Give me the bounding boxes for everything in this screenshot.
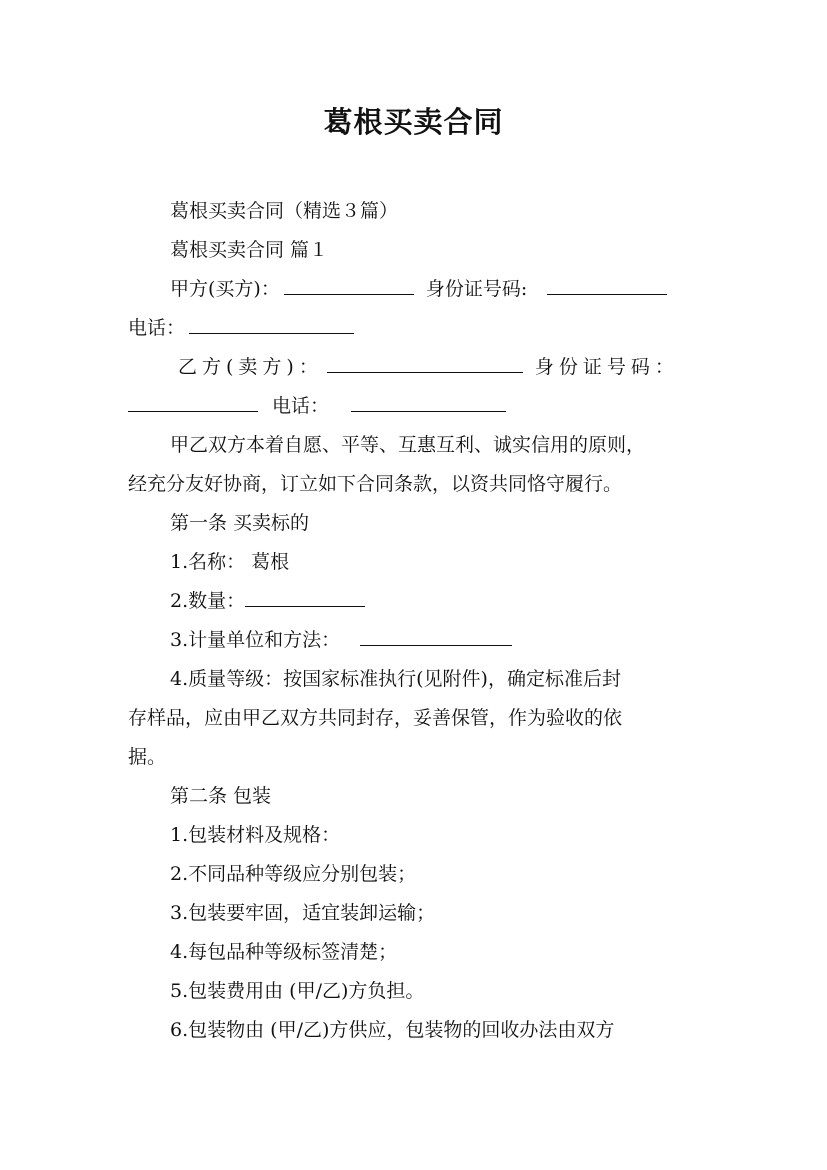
article-1-item-3 xyxy=(170,627,750,653)
unit-method-label: 3.计量单位和方法： xyxy=(170,629,341,651)
article-2-heading: 第二条 包装 xyxy=(170,785,272,807)
quantity-label: 2.数量： xyxy=(170,590,246,612)
party-b-id-label: 身份证号码： xyxy=(534,356,679,378)
paragraph-intro-2: 经充分友好协商，订立如下合同条款，以资共同恪守履行。 xyxy=(128,473,623,495)
party-a-id-blank[interactable] xyxy=(547,276,667,295)
article-1-heading: 第一条 买卖标的 xyxy=(170,512,310,534)
party-a-phone-line xyxy=(128,315,708,341)
article-2-item-1: 1.包装材料及规格： xyxy=(170,824,341,846)
article-2-item-5: 5.包装费用由 (甲/乙)方负担。 xyxy=(170,980,425,1002)
party-a-line xyxy=(170,276,750,302)
party-b-name-blank[interactable] xyxy=(327,354,523,373)
party-b-phone-blank[interactable] xyxy=(351,393,506,412)
article-2-item-6: 6.包装物由 (甲/乙)方供应，包装物的回收办法由双方 xyxy=(170,1019,615,1041)
party-b-line xyxy=(178,354,758,380)
party-a-name-blank[interactable] xyxy=(284,276,414,295)
party-a-phone-label: 电话： xyxy=(128,317,186,339)
article-2-item-4: 4.每包品种等级标签清楚； xyxy=(170,941,398,963)
party-a-phone-blank[interactable] xyxy=(189,315,354,334)
paragraph-intro-1: 甲乙双方本着自愿、平等、互惠互利、诚实信用的原则， xyxy=(170,434,646,456)
quantity-blank[interactable] xyxy=(245,588,365,607)
party-a-label: 甲方(买方)： xyxy=(170,278,280,300)
party-b-phone-line xyxy=(128,393,708,419)
party-a-id-label: 身份证号码: xyxy=(425,278,528,300)
article-1-item-2 xyxy=(170,588,750,614)
party-b-id-blank[interactable] xyxy=(128,393,258,412)
article-1-item-4-line-2: 存样品，应由甲乙双方共同封存，妥善保管，作为验收的依 xyxy=(128,707,623,729)
article-2-item-3: 3.包装要牢固，适宜装卸运输； xyxy=(170,902,436,924)
party-b-label: 乙方(卖方)： xyxy=(178,356,323,378)
party-b-phone-label: 电话： xyxy=(272,395,330,417)
part-heading: 葛根买卖合同 篇１ xyxy=(170,239,329,261)
article-1-item-4-line-1: 4.质量等级：按国家标准执行(见附件)，确定标准后封 xyxy=(170,668,621,690)
article-1-item-1: 1.名称： 葛根 xyxy=(170,551,290,573)
article-2-item-2: 2.不同品种等级应分别包装； xyxy=(170,863,417,885)
document-title: 葛根买卖合同 xyxy=(323,105,504,139)
article-1-item-4-line-3: 据。 xyxy=(128,746,167,768)
unit-method-blank[interactable] xyxy=(360,627,512,646)
subtitle: 葛根买卖合同（精选３篇） xyxy=(170,200,399,222)
